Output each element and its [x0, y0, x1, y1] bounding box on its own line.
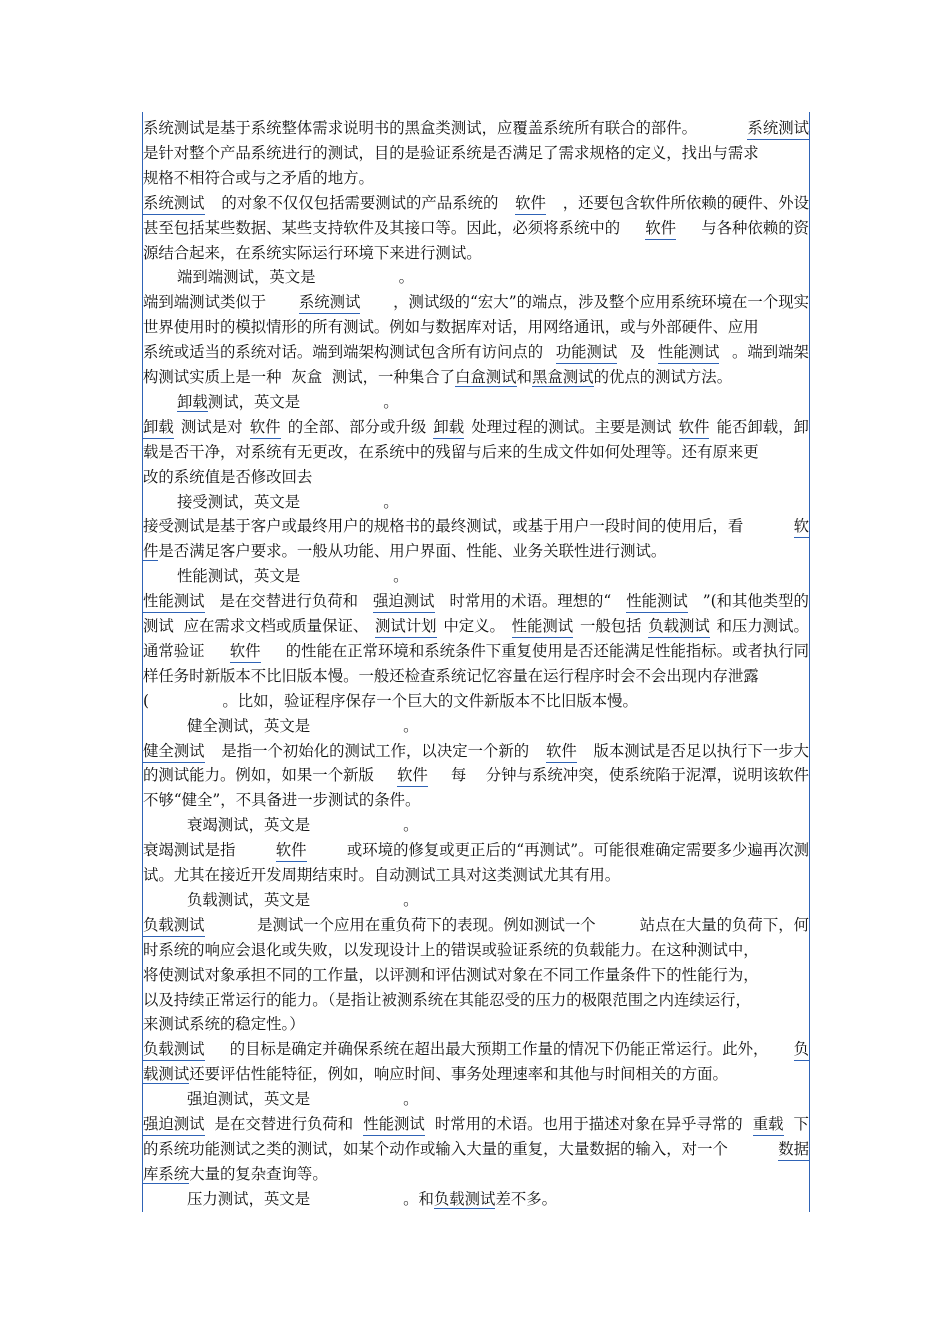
text-line — [143, 440, 809, 464]
text-segment: 性能测试，英文是 。 — [177, 567, 409, 586]
hyperlink-term[interactable]: 负载测试 — [143, 1037, 205, 1061]
right-border-line — [809, 112, 810, 1212]
text-line — [143, 813, 418, 837]
text-line — [143, 614, 809, 638]
text-segment: 的对象不仅仅包括需要测试的产品系统的 — [221, 193, 499, 212]
text-segment: 时常用的术语。也用于描述对象在异乎寻常的 — [434, 1115, 743, 1133]
hyperlink-term[interactable]: 负载测试 — [648, 614, 710, 638]
text-line — [143, 1062, 728, 1086]
text-segment: 世界使用时的模拟情形的所有测试。例如与数据库对话，用网络通讯，或与外部硬件、应用 — [143, 318, 759, 337]
hyperlink-term[interactable]: 黑盒测试 — [531, 368, 594, 386]
text-segment: 的优点的测试方法。 — [593, 368, 733, 386]
text-line — [143, 714, 418, 738]
text-line — [143, 539, 666, 563]
text-segment: 接受测试，英文是 。 — [177, 492, 399, 511]
text-line — [143, 589, 809, 613]
text-segment: 是指一个初始化的测试工作，以决定一个新的 — [221, 741, 530, 760]
text-line — [143, 166, 374, 190]
hyperlink-term[interactable]: 性能测试 — [512, 614, 574, 638]
text-segment: 是否满足客户要求。一般从功能、用户界面、性能、业务关联性进行测试。 — [158, 542, 667, 561]
text-segment: 处理过程的测试。主要是测试 — [471, 417, 672, 436]
text-segment: 构测试实质上是一种 灰盒 测试，一种集合了 — [143, 368, 455, 386]
text-segment: 及 — [629, 343, 646, 362]
text-segment: 的全部、部分或升级 — [287, 417, 427, 436]
text-segment: 版本测试是否足以执行下一步大 — [593, 741, 809, 760]
hyperlink-term[interactable]: 卸载 — [143, 415, 174, 439]
text-segment: 负载测试，英文是 。 — [187, 890, 419, 909]
text-segment: 试。尤其在接近开发周期结束时。自动测试工具对这类测试尤其有用。 — [143, 866, 621, 884]
text-line — [143, 739, 809, 763]
text-line — [143, 216, 809, 240]
text-line — [143, 1187, 557, 1211]
text-segment: 能否卸载，卸 — [716, 417, 809, 436]
text-line — [143, 1012, 305, 1036]
text-line — [143, 888, 418, 912]
text-line — [143, 564, 408, 588]
text-line — [143, 390, 399, 414]
text-segment: 时系统的响应会退化或失败，以发现设计上的错误或验证系统的负载能力。在这种测试中， — [143, 940, 759, 959]
text-line — [143, 838, 809, 862]
hyperlink-term[interactable]: 库系统 — [143, 1164, 190, 1183]
text-segment: 测试 应在需求文档或质量保证、 — [143, 617, 369, 635]
hyperlink-term[interactable]: 系统测试 — [143, 191, 205, 215]
hyperlink-term[interactable]: 负载测试 — [143, 913, 205, 937]
text-segment: 端到端测试，英文是 。 — [177, 268, 415, 287]
text-line — [143, 938, 809, 962]
text-segment: 与各种依赖的资 — [701, 218, 809, 237]
text-line — [143, 988, 809, 1012]
hyperlink-term[interactable]: 件 — [143, 542, 159, 561]
text-line — [143, 241, 482, 265]
text-segment: 健全测试，英文是 。 — [187, 716, 419, 735]
text-line — [143, 1137, 809, 1161]
text-segment: 的目标是确定并确保系统在超出最大预期工作量的情况下仍能正常运行。此外， — [229, 1040, 769, 1059]
hyperlink-term[interactable]: 载测试 — [143, 1065, 190, 1084]
text-segment: 和 — [516, 368, 532, 386]
text-segment: 系统测试是基于系统整体需求说明书的黑盒类测试，应覆盖系统所有联合的部件。 — [143, 119, 698, 137]
text-segment: ，测试级的“宏大”的端点，涉及整个应用系统环境在一个现实 — [393, 293, 809, 312]
hyperlink-term[interactable]: 负 — [794, 1037, 809, 1061]
text-segment: 是针对整个产品系统进行的测试，目的是验证系统是否满足了需求规格的定义，找出与需求 — [143, 143, 759, 162]
text-line — [143, 465, 312, 489]
text-segment: 通常验证 — [143, 641, 205, 660]
text-segment: 来测试系统的稳定性。） — [143, 1015, 305, 1034]
text-segment: 或环境的修复或更正后的“再测试”。可能很难确定需要多少遍再次测 — [346, 841, 809, 860]
text-line — [143, 639, 809, 663]
text-line — [143, 415, 809, 439]
text-segment: 载是否干净，对系统有无更改，在系统中的残留与后来的生成文件如何处理等。还有原来更 — [143, 442, 759, 461]
hyperlink-term[interactable]: 软件 — [546, 739, 577, 763]
text-segment: 衰竭测试，英文是 。 — [187, 816, 419, 835]
hyperlink-term[interactable]: 卸载 — [177, 392, 208, 411]
text-segment: 压力测试，英文是 。和 — [187, 1189, 434, 1208]
text-segment: 的性能在正常环境和系统条件下重复使用是否还能满足性能指标。或者执行同 — [285, 641, 809, 660]
hyperlink-term[interactable]: 负载测试 — [433, 1189, 496, 1208]
text-segment: 将使测试对象承担不同的工作量，以评测和评估测试对象在不同工作量条件下的性能行为， — [143, 965, 759, 984]
hyperlink-term[interactable]: 软件 — [250, 415, 281, 439]
text-segment: 每 分钟与系统冲突，使系统陷于泥潭，说明该软件 — [450, 766, 809, 785]
hyperlink-term[interactable]: 性能测试 — [626, 589, 688, 613]
text-segment: 样任务时新版本不比旧版本慢。一般还检查系统记忆容量在运行程序时会不会出现内存泄露 — [143, 666, 759, 685]
text-segment: 。端到端架 — [731, 343, 809, 362]
text-segment: 不够“健全”，不具备进一步测试的条件。 — [143, 791, 421, 810]
text-line — [143, 116, 809, 140]
text-segment: 还要评估性能特征，例如，响应时间、事务处理速率和其他与时间相关的方面。 — [189, 1065, 728, 1084]
hyperlink-term[interactable]: 功能测试 — [556, 340, 618, 364]
text-segment: 下 — [793, 1115, 809, 1133]
text-segment: 甚至包括某些数据、某些支持软件及其接口等。因此，必须将系统中的 — [143, 218, 621, 237]
text-segment: 大量的复杂查询等。 — [189, 1164, 328, 1183]
text-segment: ( 。比如，验证程序保存一个巨大的文件新版本不比旧版本慢。 — [143, 691, 638, 710]
text-segment: 以及持续正常运行的能力。（是指让被测系统在其能忍受的压力的极限范围之内连续运行， — [143, 990, 751, 1009]
text-line — [143, 191, 809, 215]
text-segment: ”(和其他类型的 — [702, 592, 809, 611]
hyperlink-term[interactable]: 强迫测试 — [373, 589, 435, 613]
text-segment: 是测试一个应用在重负荷下的表现。例如测试一个 站点在大量的负荷下，何 — [257, 915, 809, 934]
text-segment: 的测试能力。例如，如果一个新版 — [143, 766, 374, 785]
text-line — [143, 1037, 809, 1061]
text-line — [143, 763, 809, 787]
hyperlink-term[interactable]: 卸载 — [433, 415, 464, 439]
hyperlink-term[interactable]: 系统测试 — [299, 290, 361, 314]
text-line — [143, 141, 809, 165]
text-line — [143, 315, 809, 339]
text-line — [143, 963, 809, 987]
text-segment: 衰竭测试是指 — [143, 841, 236, 860]
text-line — [143, 365, 732, 389]
text-line — [143, 788, 420, 812]
hyperlink-term[interactable]: 软 — [794, 514, 809, 538]
hyperlink-term[interactable]: 测试计划 — [375, 614, 437, 638]
text-segment: 测试是对 — [180, 417, 243, 436]
hyperlink-term[interactable]: 白盒测试 — [455, 368, 517, 386]
text-segment: 中定义。 — [443, 617, 505, 635]
hyperlink-term[interactable]: 重载 — [753, 1112, 784, 1136]
text-line — [143, 490, 399, 514]
text-segment: 的系统功能测试之类的测试，如某个动作或输入大量的重复，大量数据的输入，对一个 — [143, 1139, 728, 1158]
hyperlink-term[interactable]: 软件 — [679, 415, 710, 439]
hyperlink-term[interactable]: 数据 — [778, 1137, 809, 1161]
hyperlink-term[interactable]: 软件 — [645, 216, 676, 240]
hyperlink-term[interactable]: 软件 — [230, 639, 261, 663]
text-segment: 差不多。 — [495, 1189, 558, 1208]
text-line — [143, 265, 414, 289]
text-line — [143, 689, 638, 713]
text-line — [143, 1112, 809, 1136]
hyperlink-term[interactable]: 性能测试 — [143, 589, 205, 613]
text-segment: 系统或适当的系统对话。端到端架构测试包含所有访问点的 — [143, 343, 544, 362]
text-segment: ，还要包含软件所依赖的硬件、外设 — [562, 193, 809, 212]
text-segment: 端到端测试类似于 — [143, 293, 267, 312]
text-line — [143, 1162, 328, 1186]
document-body — [143, 116, 809, 1210]
text-segment: 源结合起来，在系统实际运行环境下来进行测试。 — [143, 243, 482, 262]
text-line — [143, 290, 809, 314]
hyperlink-term[interactable]: 性能测试 — [363, 1112, 425, 1136]
text-segment: 一般包括 — [579, 617, 642, 635]
text-segment: 测试，英文是 。 — [207, 392, 399, 411]
text-line — [143, 664, 809, 688]
hyperlink-term[interactable]: 软件 — [397, 763, 428, 787]
text-line — [143, 514, 809, 538]
text-segment: 时常用的术语。理想的“ — [449, 592, 612, 611]
hyperlink-term[interactable]: 性能测试 — [658, 340, 720, 364]
text-line — [143, 1087, 418, 1111]
text-segment: 改的系统值是否修改回去 — [143, 467, 313, 486]
text-segment: 是在交替进行负荷和 — [219, 592, 359, 611]
hyperlink-term[interactable]: 软件 — [515, 191, 546, 215]
hyperlink-term[interactable]: 系统测试 — [747, 116, 809, 140]
text-segment: 强迫测试，英文是 。 — [187, 1090, 419, 1109]
text-segment: 是在交替进行负荷和 — [214, 1115, 354, 1133]
hyperlink-term[interactable]: 强迫测试 — [143, 1112, 205, 1136]
text-segment: 接受测试是基于客户或最终用户的规格书的最终测试，或基于用户一段时间的使用后，看 — [143, 517, 744, 536]
text-segment: 和压力测试。 — [716, 617, 809, 635]
text-line — [143, 913, 809, 937]
text-line — [143, 863, 620, 887]
hyperlink-term[interactable]: 软件 — [276, 838, 307, 862]
text-line — [143, 340, 809, 364]
text-segment: 规格不相符合或与之矛盾的地方。 — [143, 168, 374, 187]
hyperlink-term[interactable]: 健全测试 — [143, 739, 205, 763]
